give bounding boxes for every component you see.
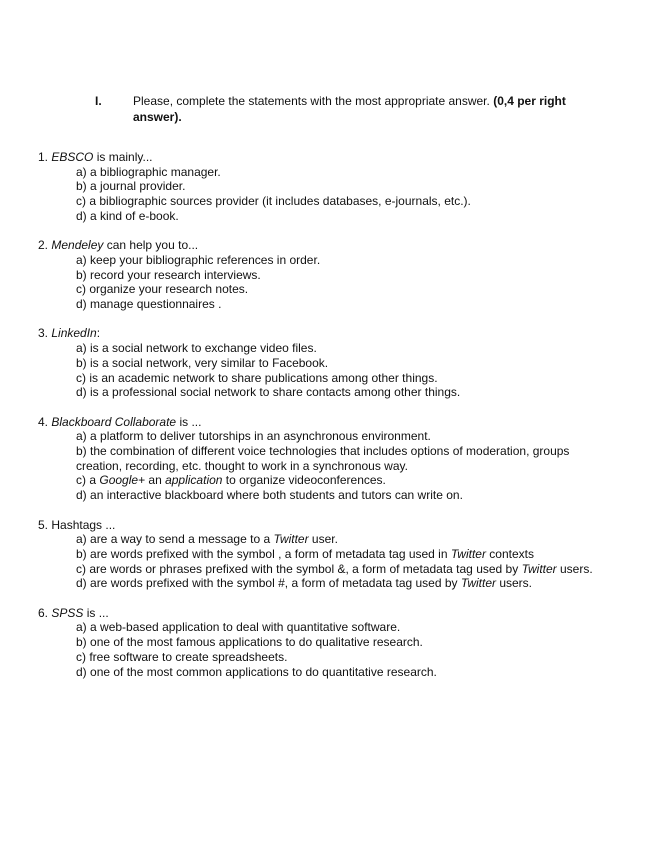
question-3 <box>38 326 618 400</box>
question-title <box>38 415 618 430</box>
option-text: contexts <box>485 546 534 561</box>
option-text: to organize videoconferences. <box>222 473 386 488</box>
question-subject: Blackboard Collaborate <box>51 414 177 429</box>
option-letter: d) <box>76 297 87 312</box>
option-c <box>76 194 618 209</box>
question-subject: EBSCO <box>51 150 94 164</box>
option-letter: d) <box>76 488 87 503</box>
option-text: users. <box>556 561 593 576</box>
option-letter: c) <box>76 649 86 664</box>
option-text: one of the most common applications to do quantitative research. <box>90 664 437 679</box>
option-text: one of the most famous applications to do qualitative research. <box>90 635 423 650</box>
option-c <box>76 282 618 297</box>
option-b <box>76 547 618 562</box>
option-d <box>76 488 618 503</box>
option-text: is an academic network to share publications among other things. <box>89 370 438 385</box>
option-b <box>76 444 618 473</box>
question-stem: is mainly... <box>93 150 153 164</box>
option-text: an interactive blackboard where both students and tutors can write on. <box>90 488 463 503</box>
option-letter: c) <box>76 370 86 385</box>
option-list <box>38 429 618 503</box>
option-text: a bibliographic manager. <box>90 164 221 179</box>
option-letter: b) <box>76 635 87 650</box>
option-a <box>76 165 618 180</box>
option-text: a <box>89 473 100 488</box>
question-subject: LinkedIn <box>51 326 97 341</box>
section-instruction: Please, complete the statements with the most appropriate answer. <box>133 94 490 108</box>
question-4 <box>38 415 618 503</box>
question-5 <box>38 518 618 592</box>
option-letter: a) <box>76 429 87 444</box>
section-scoring: (0,4 per right answer). <box>133 94 566 124</box>
question-2 <box>38 238 618 312</box>
question-subject: Mendeley <box>51 238 104 253</box>
question-stem: can help you to... <box>103 238 199 253</box>
option-text-italic: Twitter <box>460 576 496 591</box>
option-text: a bibliographic sources provider (it includes databases, e-journals, etc.). <box>89 194 471 209</box>
option-b <box>76 356 618 371</box>
option-a <box>76 253 618 268</box>
option-d <box>76 576 618 591</box>
question-6 <box>38 606 618 680</box>
option-letter: c) <box>76 282 86 297</box>
option-text-italic: application <box>165 473 223 488</box>
question-1 <box>38 150 618 224</box>
option-b <box>76 635 618 650</box>
option-a <box>76 532 618 547</box>
option-text: a journal provider. <box>90 179 186 194</box>
option-text: are words or phrases prefixed with the symbol &, a form of metadata tag used by <box>89 561 522 576</box>
option-list <box>38 532 618 591</box>
option-letter: d) <box>76 208 87 223</box>
question-title <box>38 326 618 341</box>
question-list <box>38 150 618 694</box>
option-list <box>38 165 618 224</box>
option-d <box>76 209 618 224</box>
section-header <box>95 93 595 125</box>
option-text: the combination of different voice technologies that includes options of moderation, groups creation, recording, etc. thought to work in a synchronous way. <box>76 444 570 473</box>
question-stem: is ... <box>83 605 109 620</box>
option-text: are words prefixed with the symbol , a form of metadata tag used in <box>90 546 451 561</box>
option-text-italic: Twitter <box>521 561 557 576</box>
question-subject: SPSS <box>51 605 84 620</box>
option-letter: a) <box>76 252 87 267</box>
option-letter: c) <box>76 561 86 576</box>
option-letter: b) <box>76 444 87 459</box>
option-d <box>76 665 618 680</box>
question-stem: : <box>96 326 101 341</box>
option-a <box>76 341 618 356</box>
option-list <box>38 341 618 400</box>
option-text-italic: Google+ <box>99 473 146 488</box>
option-letter: a) <box>76 164 87 179</box>
option-letter: a) <box>76 341 87 356</box>
option-a <box>76 620 618 635</box>
question-number: 3. <box>38 326 49 341</box>
option-text: are words prefixed with the symbol #, a form of metadata tag used by <box>90 576 461 591</box>
option-letter: b) <box>76 355 87 370</box>
option-c <box>76 371 618 386</box>
option-letter: d) <box>76 576 87 591</box>
option-letter: c) <box>76 473 86 488</box>
question-stem: Hashtags ... <box>51 517 116 532</box>
option-letter: a) <box>76 620 87 635</box>
question-number: 4. <box>38 414 49 429</box>
question-title <box>38 238 618 253</box>
option-c <box>76 650 618 665</box>
question-number: 6. <box>38 605 49 620</box>
option-text: users. <box>495 576 532 591</box>
option-a <box>76 429 618 444</box>
option-list <box>38 620 618 679</box>
option-b <box>76 179 618 194</box>
option-text: free software to create spreadsheets. <box>89 649 288 664</box>
option-text: manage questionnaires . <box>90 297 222 312</box>
option-text-italic: Twitter <box>450 546 486 561</box>
option-text: a kind of e-book. <box>90 208 179 223</box>
option-text: a web-based application to deal with quantitative software. <box>90 620 401 635</box>
question-number: 5. <box>38 517 49 532</box>
question-title <box>38 606 618 621</box>
option-c <box>76 473 618 488</box>
option-text: keep your bibliographic references in order. <box>90 252 321 267</box>
option-b <box>76 268 618 283</box>
question-title <box>38 150 618 165</box>
option-letter: c) <box>76 194 86 209</box>
question-number: 2. <box>38 238 49 253</box>
option-d <box>76 385 618 400</box>
option-list <box>38 253 618 312</box>
option-letter: b) <box>76 546 87 561</box>
section-instruction-block <box>133 93 573 125</box>
option-text: is a social network, very similar to Facebook. <box>90 355 329 370</box>
question-number: 1. <box>38 150 49 164</box>
option-letter: d) <box>76 385 87 400</box>
option-d <box>76 297 618 312</box>
option-text: user. <box>308 532 338 547</box>
question-title <box>38 518 618 533</box>
option-text: an <box>145 473 166 488</box>
option-text: are a way to send a message to a <box>90 532 274 547</box>
option-text: record your research interviews. <box>90 267 261 282</box>
section-number: I. <box>95 94 102 108</box>
option-letter: a) <box>76 532 87 547</box>
question-stem: is ... <box>176 414 202 429</box>
option-letter: b) <box>76 179 87 194</box>
option-text: is a social network to exchange video files. <box>90 341 317 356</box>
option-letter: d) <box>76 664 87 679</box>
option-text: organize your research notes. <box>89 282 249 297</box>
option-letter: b) <box>76 267 87 282</box>
option-c <box>76 562 618 577</box>
option-text: is a professional social network to share contacts among other things. <box>90 385 461 400</box>
option-text: a platform to deliver tutorships in an asynchronous environment. <box>90 429 431 444</box>
option-text-italic: Twitter <box>273 532 309 547</box>
